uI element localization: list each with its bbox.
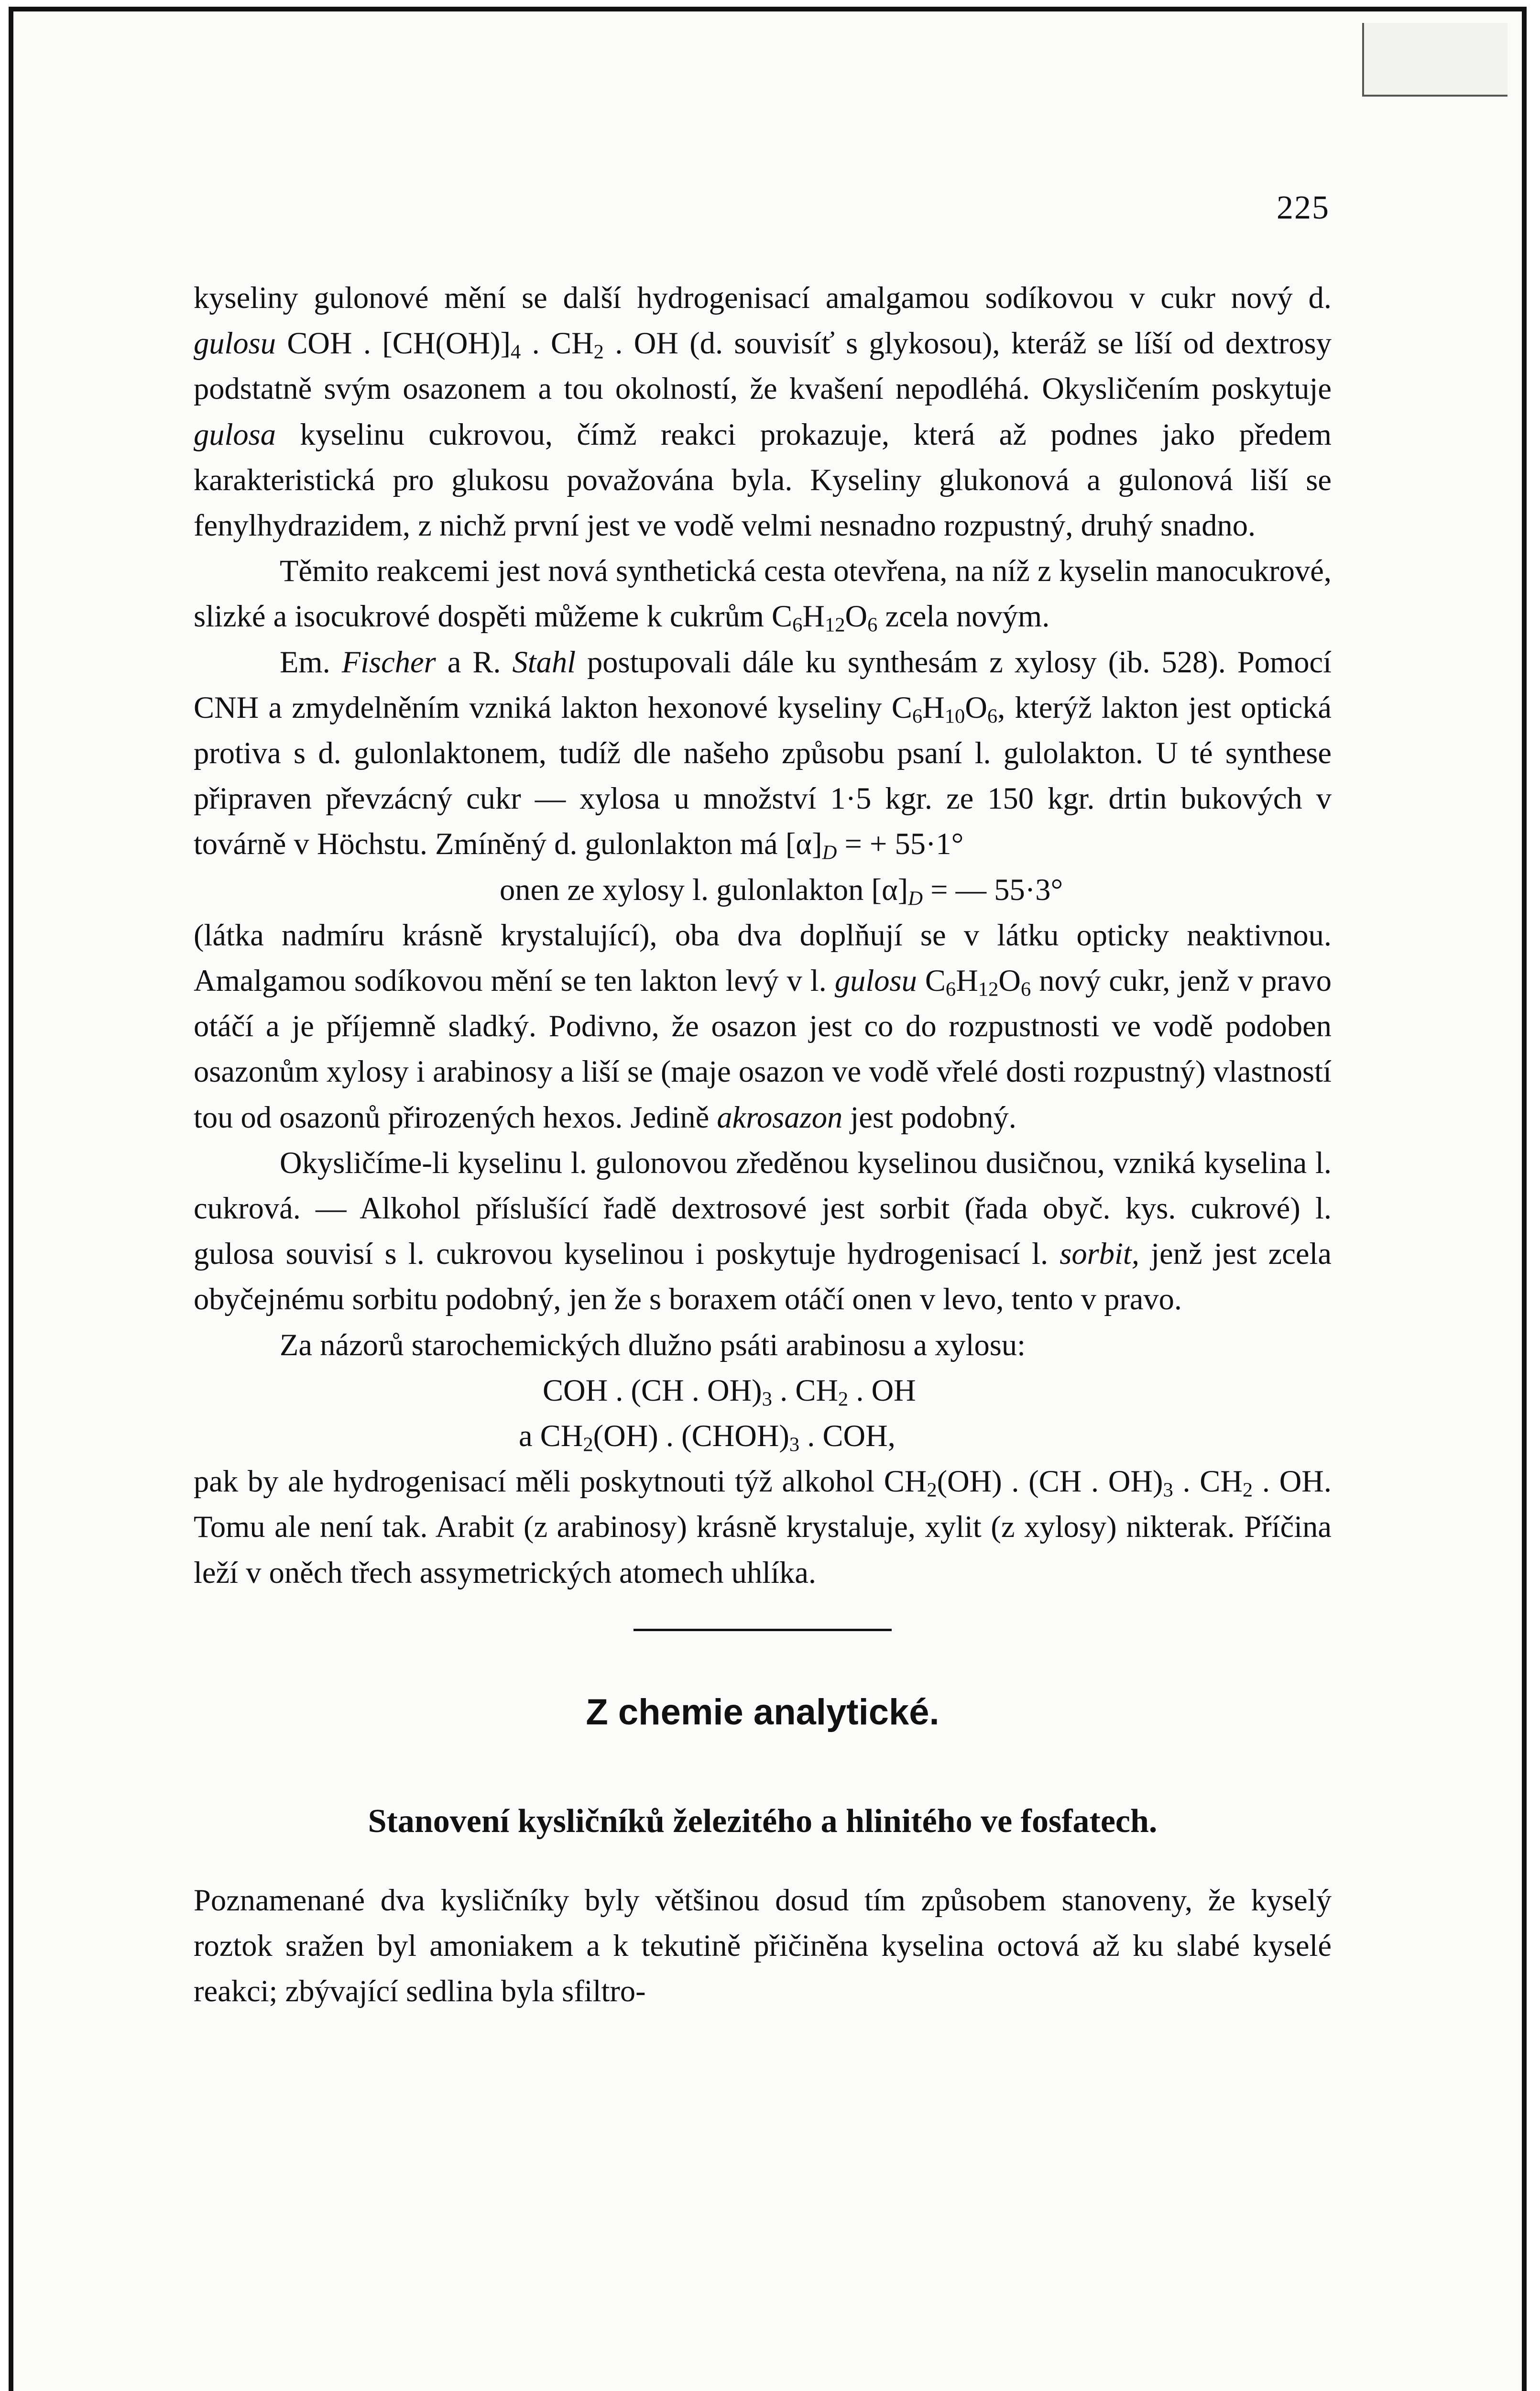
paragraph-fischer-stahl: Em. Fischer a R. Stahl postupovali dále ku synthesám z xylosy (ib. 528). Pomocí CNH a zmydelněním vzniká lakton hexonové kyseliny $C_6H_{10}O_6$, kterýž lakton jest optická protiva s d. gulonlaktonem, tudíž dle našeho způsobu psaní l. gulolakton. U té synthese připraven převzácný cukr — xylosa u množství 1·5 kgr. ze 150 kgr. drtin bukových v továrně v Höchstu. Zmíněný d. gulonlakton má $[\alpha]_D$ = + 55·1° — [194, 645, 1332, 865]
torn-corner-scrap — [1362, 23, 1507, 97]
formula-xylose: a $CH_2(OH)$ . $(CHOH)_3$ . COH, — [519, 1419, 896, 1456]
paragraph-oxidation: Okysličíme-li kyselinu l. gulonovou zředěnou kyselinou dusičnou, vzniká kyselina l. cukrová. — Alkohol příslušící řadě dextrosové jest sorbit (řada obyč. kys. cukrové) l. gulosa souvisí s l. cukrovou kyselinou i poskytuje hydrogenisací l. sorbit, jenž jest zcela obyčejnému sorbitu podobný, jen že s boraxem otáčí onen v levo, tento v pravo. — [194, 1145, 1332, 1316]
paragraph-hydrogenation: pak by ale hydrogenisací měli poskytnouti týž alkohol $CH_2(OH)$ . (CH . $OH)_3$ . $CH_2$ . OH. Tomu ale není tak. Arabit (z arabinosy) krásně krystaluje, xylit (z xylosy) nikterak. Příčina leží v oněch třech assymetrických atomech uhlíka. — [194, 1464, 1332, 1590]
article-title: Stanovení kysličníků železitého a hlinitého ve fosfatech. — [368, 1802, 1158, 1840]
page-body — [194, 275, 1332, 2014]
paragraph-xylose-lactone-line: onen ze xylosy l. gulonlakton $[\alpha]_D$ = — 55·3° — [500, 872, 1063, 910]
paragraph-gulosa: kyseliny gulonové mění se další hydrogenisací amalgamou sodíkovou v cukr nový d. gulosu COH . $[CH(OH)]_4$ . $CH_2$ . OH (d. souvisíť s glykosou), kteráž se líší od dextrosy podstatně svým osazonem a tou okolností, že kvašení nepodléhá. Okysličením poskytuje gulosa kyselinu cukrovou, čímž reakci prokazuje, která až podnes jako předem karakteristická pro glukosu považována byla. Kyseliny glukonová a gulonová liší se fenylhydrazidem, z nichž první jest ve vodě velmi nesnadno rozpustný, druhý snadno. — [194, 281, 1332, 543]
paragraph-lactone-continuation: (látka nadmíru krásně krystalující), oba dva doplňují se v látku opticky neaktivnou. Amalgamou sodíkovou mění se ten lakton levý v l. gulosu $C_6H_{12}O_6$ nový cukr, jenž v pravo otáčí a je příjemně sladký. Podivno, že osazon jest co do rozpustnosti ve vodě podoben osazonům xylosy i arabinosy a liší se (maje osazon ve vodě vřelé dosti rozpustný) vlastností tou od osazonů přirozených hexos. Jedině akrosazon jest podobný. — [194, 918, 1332, 1134]
formula-arabinose: COH . (CH . $OH)_3$ . $CH_2$ . OH — [543, 1373, 916, 1411]
article-body: Poznamenané dva kysličníky byly většinou dosud tím způsobem stanoveny, že kyselý roztok sražen byl amoniakem a k tekutině přičiněna kyselina octová až ku slabé kyselé reakci; zbývající sedlina byla sfiltro- — [194, 1883, 1332, 2008]
page-number: 225 — [1277, 189, 1330, 226]
paragraph-arabinose-xylose: Za názorů starochemických dlužno psáti arabinosu a xylosu: — [280, 1327, 1026, 1362]
section-divider — [633, 1629, 892, 1631]
paragraph-synthetic-path: Těmito reakcemi jest nová synthetická cesta otevřena, na níž z kyselin manocukrové, slizké a isocukrové dospěti můžeme k cukrům $C_6H_{12}O_6$ zcela novým. — [194, 554, 1332, 637]
section-title: Z chemie analytické. — [586, 1691, 939, 1733]
